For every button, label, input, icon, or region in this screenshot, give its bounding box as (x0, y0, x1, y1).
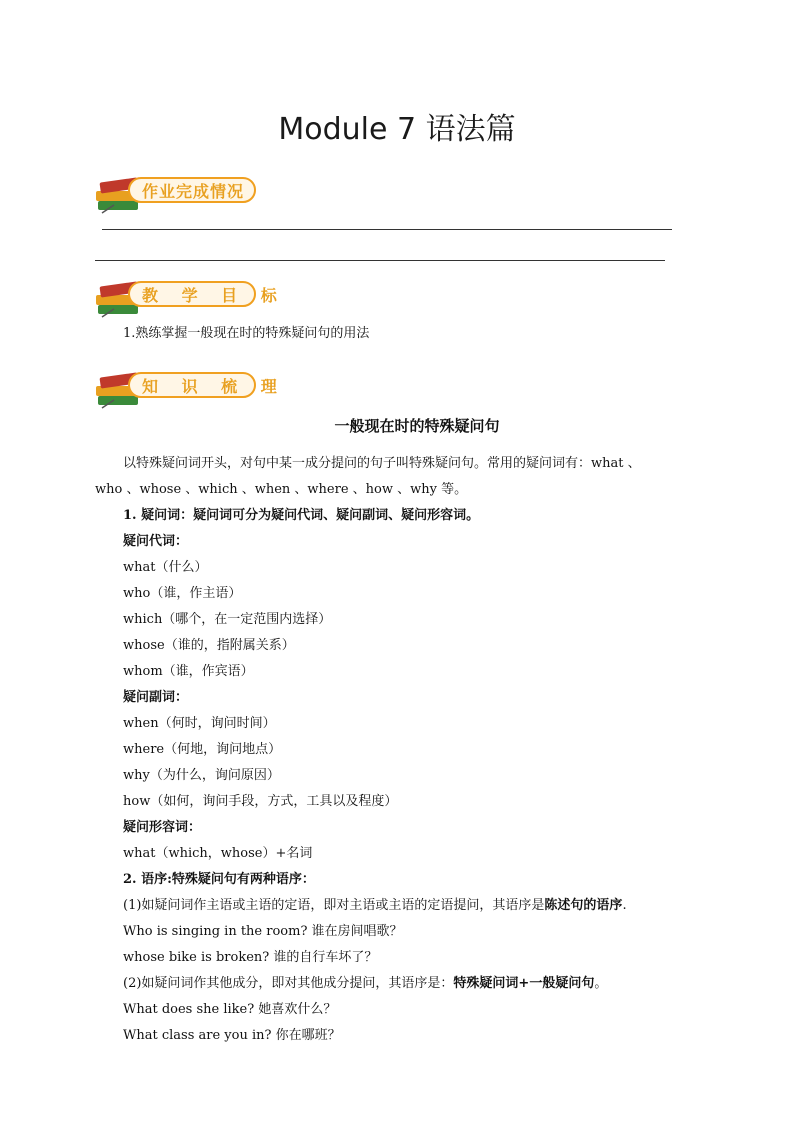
section-title-goals: 教 学 目 标 (142, 286, 286, 305)
list-item: whose（谁的，指附属关系） (123, 638, 295, 653)
rule-1 (123, 894, 627, 913)
list-item: what（什么） (123, 560, 208, 575)
example-sentence: Who is singing in the room? 谁在房间唱歌？ (123, 924, 403, 939)
pronouns-label: 疑问代词： (123, 534, 189, 549)
rule-2 (123, 972, 607, 991)
rule-1-end: . (622, 898, 627, 913)
intro-line-1: 以特殊疑问词开头，对句中某一成分提问的句子叫特殊疑问句。常用的疑问词有：what 、 (123, 456, 641, 471)
list-item: whom（谁，作宾语） (123, 664, 254, 679)
example-sentence: whose bike is broken? 谁的自行车坏了？ (123, 950, 378, 965)
answer-line-2 (95, 260, 665, 261)
list-item: which（哪个，在一定范围内选择） (123, 612, 332, 627)
list-item: who（谁，作主语） (123, 586, 242, 601)
section-banner-knowledge (94, 366, 286, 412)
point-2: 2. 语序:特殊疑问句有两种语序： (123, 872, 315, 887)
rule-1-text: (1)如疑问词作主语或主语的定语，即对主语或主语的定语提问，其语序是 (123, 898, 545, 913)
rule-1-emphasis: 陈述句的语序 (544, 898, 623, 913)
page-title: Module 7 语法篇 (278, 112, 516, 147)
list-item: what（which，whose）+名词 (123, 846, 313, 861)
section-banner-goals (94, 275, 286, 321)
list-item: why（为什么，询问原因） (123, 768, 280, 783)
section-title-knowledge: 知 识 梳 理 (142, 377, 286, 396)
rule-2-emphasis: 特殊疑问词+一般疑问句 (453, 976, 595, 991)
intro-line-2: who 、whose 、which 、when 、where 、how 、why 等。 (95, 482, 468, 497)
goal-item: 1.熟练掌握一般现在时的特殊疑问句的用法 (123, 326, 370, 341)
section-title-homework: 作业完成情况 (142, 182, 245, 201)
adjectives-label: 疑问形容词： (123, 820, 202, 835)
rule-2-text: (2)如疑问词作其他成分，即对其他成分提问，其语序是： (123, 976, 454, 991)
rule-2-end: 。 (594, 976, 608, 991)
list-item: where（何地，询问地点） (123, 742, 282, 757)
example-sentence: What does she like? 她喜欢什么？ (123, 1002, 337, 1017)
answer-line-1 (102, 229, 672, 230)
example-sentence: What class are you in? 你在哪班？ (123, 1028, 341, 1043)
section-banner-homework (94, 171, 264, 217)
point-1: 1. 疑问词：疑问词可分为疑问代词、疑问副词、疑问形容词。 (123, 508, 480, 523)
adverbs-label: 疑问副词： (123, 690, 189, 705)
subheading: 一般现在时的特殊疑问句 (334, 417, 500, 435)
list-item: when（何时，询问时间） (123, 716, 276, 731)
list-item: how（如何，询问手段，方式，工具以及程度） (123, 794, 398, 809)
